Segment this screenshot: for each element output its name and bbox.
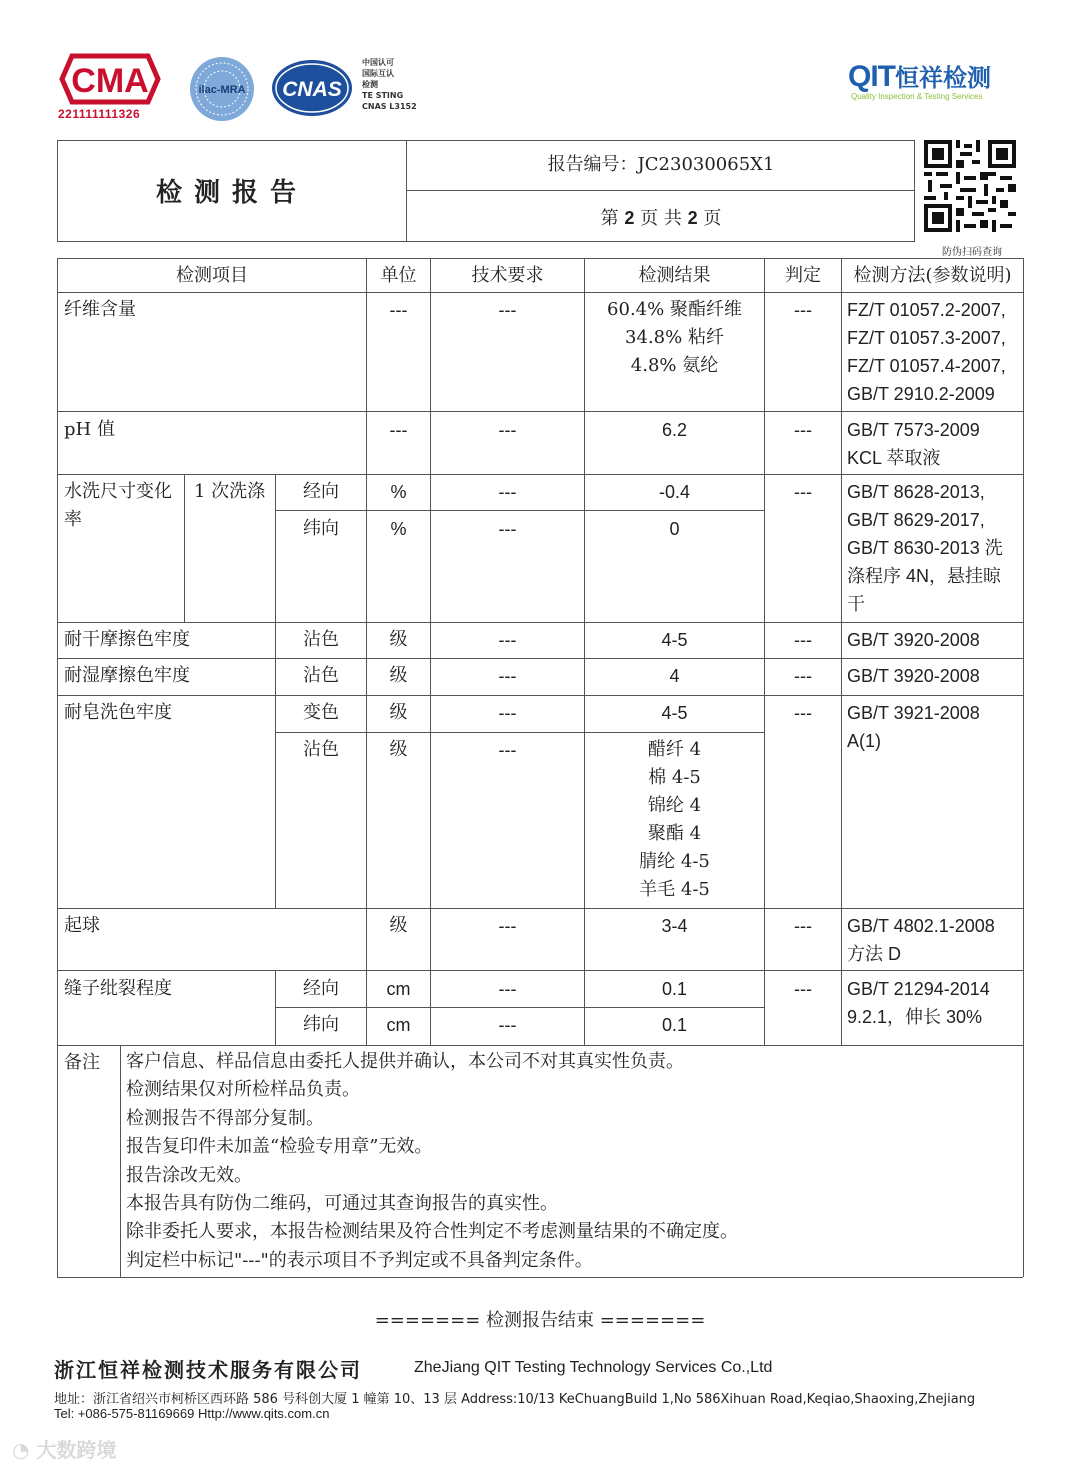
- svg-text:CNAS: CNAS: [282, 78, 342, 101]
- soap-change-requirement: ---: [498, 703, 517, 723]
- seam-item: 缝子纰裂程度: [64, 978, 172, 999]
- ph-judgement: ---: [794, 420, 812, 440]
- fiber-methods: FZ/T 01057.2-2007, FZ/T 01057.3-2007, FZ/T 01057.4-2007, GB/T 2910.2-2009: [847, 300, 1006, 404]
- remarks-list: [126, 1048, 738, 1275]
- pilling-result: 3-4: [661, 916, 688, 936]
- remark-line: 除非委托人要求，本报告检测结果及符合性判定不考虑测量结果的不确定度。: [126, 1221, 738, 1243]
- qit-logo: QIT恒祥检测: [848, 60, 991, 93]
- seam-warp-requirement: ---: [498, 979, 517, 999]
- ph-result: 6.2: [661, 420, 688, 440]
- wash-cycle: 1 次洗涤: [194, 481, 266, 502]
- report-number: 报告编号：JC23030065X1: [547, 154, 775, 175]
- fiber-judgement: ---: [794, 300, 812, 320]
- fiber-item: 纤维含量: [64, 299, 136, 320]
- dry-rub-result: 4-5: [661, 630, 688, 650]
- ph-methods: GB/T 7573-2009 KCL 萃取液: [847, 420, 980, 468]
- seam-weft-requirement: ---: [498, 1015, 517, 1035]
- wet-rub-item: 耐湿摩擦色牢度: [64, 665, 190, 686]
- remark-line: 报告复印件未加盖“检验专用章”无效。: [126, 1136, 433, 1158]
- dry-rub-sub: 沾色: [303, 629, 339, 650]
- wet-rub-result: 4: [669, 666, 680, 686]
- report-title: 检测报告: [155, 177, 308, 208]
- dry-rub-method: GB/T 3920-2008: [847, 630, 980, 650]
- soap-stain-sub: 沾色: [303, 739, 339, 760]
- pilling-requirement: ---: [498, 916, 517, 936]
- report-end-line: ======= 检测报告结束 =======: [374, 1310, 706, 1331]
- wet-rub-judgement: ---: [794, 666, 812, 686]
- cnas-logo: [270, 58, 354, 118]
- col-header-method: 检测方法(参数说明): [853, 265, 1012, 286]
- fiber-results: 60.4% 聚酯纤维 34.8% 粘纤 4.8% 氨纶: [607, 299, 742, 376]
- pilling-item: 起球: [64, 915, 100, 936]
- remark-line: 检测报告不得部分复制。: [126, 1107, 324, 1129]
- fiber-unit: ---: [389, 300, 408, 320]
- company-name-cn: 浙江恒祥检测技术服务有限公司: [54, 1358, 362, 1382]
- seam-judgement: ---: [794, 979, 812, 999]
- page-indicator: 第 2 页 共 2 页: [600, 208, 722, 229]
- seam-weft-unit: cm: [386, 1015, 411, 1035]
- remark-line: 报告涂改无效。: [126, 1164, 252, 1186]
- wash-weft-unit: %: [390, 519, 407, 539]
- remark-line: 客户信息、样品信息由委托人提供并确认，本公司不对其真实性负责。: [126, 1051, 684, 1072]
- wash-warp-unit: %: [390, 482, 407, 502]
- seam-warp-dir: 经向: [303, 978, 339, 999]
- soap-change-sub: 变色: [303, 702, 339, 723]
- ph-unit: ---: [389, 420, 408, 440]
- col-header-judgement: 判定: [785, 265, 821, 286]
- wash-item: 水洗尺寸变化 率: [64, 481, 172, 530]
- remarks-label: 备注: [64, 1052, 100, 1073]
- wet-rub-sub: 沾色: [303, 665, 339, 686]
- soap-methods: GB/T 3921-2008 A(1): [847, 703, 980, 751]
- fiber-requirement: ---: [498, 300, 517, 320]
- soap-change-unit: 级: [389, 702, 408, 723]
- col-header-requirement: 技术要求: [471, 265, 544, 286]
- watermark: ◔ 大数跨境: [12, 1438, 117, 1462]
- soap-stain-requirement: ---: [498, 740, 517, 760]
- soap-stain-unit: 级: [389, 739, 408, 760]
- dry-rub-requirement: ---: [498, 630, 517, 650]
- pilling-unit: 级: [389, 915, 408, 936]
- ph-item: pH 值: [64, 419, 115, 440]
- wash-judgement: ---: [794, 482, 812, 502]
- qit-tagline: Quality Inspection & Testing Services: [851, 92, 983, 101]
- pilling-judgement: ---: [794, 916, 812, 936]
- wash-weft-result: 0: [669, 519, 680, 539]
- company-address: 地址：浙江省绍兴市柯桥区西环路 586 号科创大厦 1 幢第 10、13 层 Address:10/13 KeChuangBuild 1,No 586Xihuan Road,Keqiao,Shaoxing,Zhejiang: [54, 1392, 976, 1407]
- wash-warp-dir: 经向: [303, 481, 339, 502]
- qr-caption: 防伪扫码查询: [942, 247, 1002, 258]
- soap-change-result: 4-5: [661, 703, 688, 723]
- soap-judgement: ---: [794, 703, 812, 723]
- seam-weft-dir: 纬向: [303, 1014, 339, 1035]
- dry-rub-unit: 级: [389, 629, 408, 650]
- wash-warp-requirement: ---: [498, 482, 517, 502]
- svg-text:ilac-MRA: ilac-MRA: [198, 84, 246, 96]
- wash-methods: GB/T 8628-2013, GB/T 8629-2017, GB/T 8630-2013 洗 涤程序 4N，悬挂晾 干: [847, 482, 1003, 614]
- col-header-result: 检测结果: [638, 265, 711, 286]
- cnas-caption: 中国认可 国际互认 检测 TE STING CNAS L3152: [362, 58, 417, 111]
- company-contact: Tel: +086-575-81169669 Http://www.qits.com.cn: [54, 1406, 330, 1421]
- wet-rub-unit: 级: [389, 665, 408, 686]
- remark-line: 检测结果仅对所检样品负责。: [126, 1079, 360, 1101]
- soap-stain-results: 醋纤 4 棉 4-5 锦纶 4 聚酯 4 腈纶 4-5 羊毛 4-5: [639, 739, 710, 900]
- cma-number: 221111111326: [58, 107, 141, 121]
- col-header-item: 检测项目: [176, 265, 248, 286]
- wet-rub-method: GB/T 3920-2008: [847, 666, 980, 686]
- remark-line: 本报告具有防伪二维码，可通过其查询报告的真实性。: [126, 1193, 558, 1215]
- wet-rub-requirement: ---: [498, 666, 517, 686]
- seam-warp-unit: cm: [386, 979, 411, 999]
- wash-warp-result: -0.4: [658, 482, 691, 502]
- remark-line: 判定栏中标记"---"的表示项目不予判定或不具备判定条件。: [126, 1249, 593, 1271]
- dry-rub-item: 耐干摩擦色牢度: [64, 629, 190, 650]
- seam-warp-result: 0.1: [661, 979, 688, 999]
- svg-text:CMA: CMA: [71, 62, 149, 100]
- pilling-methods: GB/T 4802.1-2008 方法 D: [847, 916, 995, 964]
- ph-requirement: ---: [498, 420, 517, 440]
- seam-methods: GB/T 21294-2014 9.2.1，伸长 30%: [847, 979, 990, 1027]
- company-name-en: ZheJiang QIT Testing Technology Services Co.,Ltd: [414, 1359, 773, 1376]
- cma-logo: [58, 52, 162, 106]
- wash-weft-dir: 纬向: [303, 518, 339, 539]
- ilac-mra-logo: [188, 55, 256, 123]
- weibo-icon: ◔: [12, 1438, 30, 1462]
- seam-weft-result: 0.1: [661, 1015, 688, 1035]
- soap-item: 耐皂洗色牢度: [64, 702, 172, 723]
- wash-weft-requirement: ---: [498, 519, 517, 539]
- dry-rub-judgement: ---: [794, 630, 812, 650]
- col-header-unit: 单位: [380, 265, 417, 286]
- qr-code: [924, 140, 1016, 232]
